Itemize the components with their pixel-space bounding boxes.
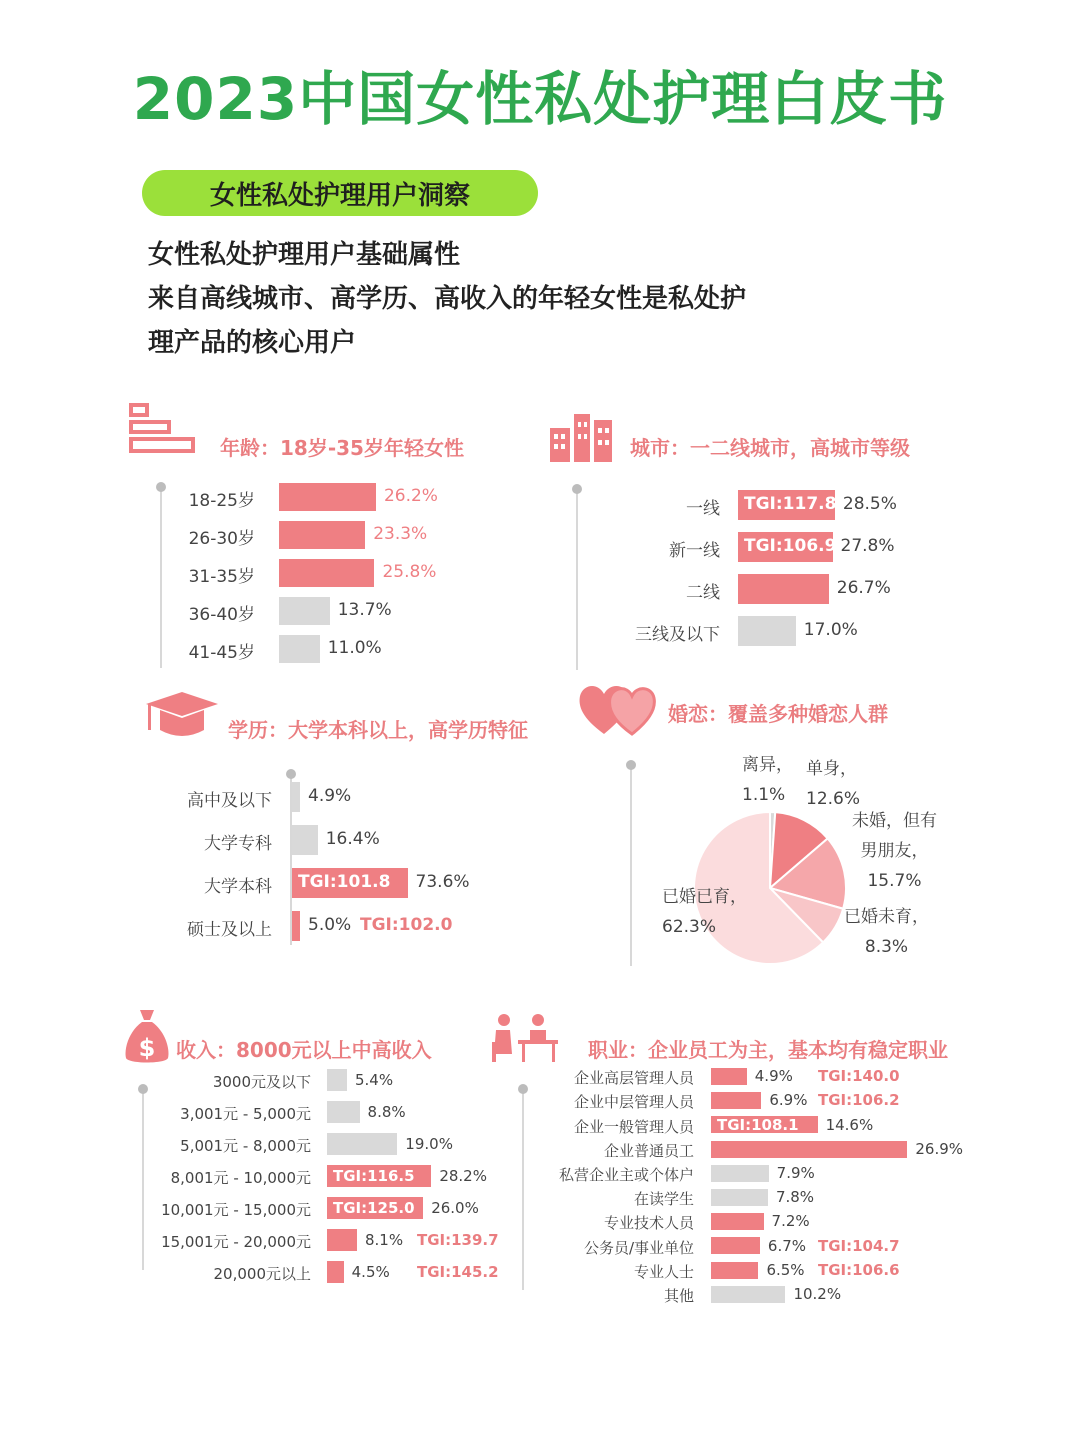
occupation-category-label: 专业技术人员 [603,1214,694,1233]
occupation-category-label: 在读学生 [633,1190,694,1209]
marriage-section-title: 婚恋：覆盖多种婚恋人群 [668,702,888,726]
income-tgi-label: TGI:116.5 [333,1166,415,1185]
pie-label-line: 离异， [742,755,793,775]
income-value-label: 26.0% [431,1198,479,1217]
income-bar [327,1069,347,1091]
city-section-title: 城市：一二线城市，高城市等级 [630,436,910,460]
city-value-label: 26.7% [836,578,891,599]
age-category-label: 36-40岁 [188,605,255,626]
marriage-axis-line [630,768,632,966]
age-category-label: 41-45岁 [188,643,255,664]
occupation-bar [711,1092,761,1109]
education-value-label: 16.4% [325,829,380,850]
buildings-icon [548,408,616,464]
income-section-title: 收入：8000元以上中高收入 [176,1038,432,1062]
age-category-label: 31-35岁 [188,567,255,588]
income-category-label: 8,001元 - 10,000元 [170,1168,311,1187]
occupation-bar [711,1141,907,1158]
city-value-label: 27.8% [840,536,895,557]
education-value-label: 73.6% [415,872,470,893]
income-category-label: 20,000元以上 [213,1264,311,1283]
pie-label-line: 12.6% [806,789,861,809]
income-value-label: 8.8% [367,1102,406,1121]
occupation-value-label: 7.8% [775,1188,815,1207]
income-bar [327,1101,360,1123]
income-tgi-label: TGI:139.7 [417,1230,499,1249]
occupation-bar [711,1237,760,1254]
occupation-value-label: 4.9% [754,1067,793,1086]
income-value-label: 5.4% [354,1070,394,1089]
income-bar [327,1261,344,1283]
age-category-label: 18-25岁 [188,491,255,512]
money-bag-icon [122,1006,172,1066]
occupation-bar [711,1189,768,1206]
intro-line-2: 来自高线城市、高学历、高收入的年轻女性是私处护 [148,284,747,314]
pie-label-1 [806,754,860,814]
occupation-value-label: 26.9% [915,1139,964,1158]
education-tgi-label: TGI:101.8 [298,872,391,893]
hearts-icon [576,680,660,738]
age-axis-dot [156,482,166,492]
education-value-label: 4.9% [308,786,352,807]
pie-label-line: 15.7% [867,871,922,891]
education-category-label: 高中及以下 [187,791,272,812]
income-value-label: 19.0% [405,1134,453,1153]
income-axis-dot [138,1084,148,1094]
occupation-category-label: 企业普通员工 [603,1141,694,1160]
income-tgi-label: TGI:145.2 [417,1262,499,1281]
city-value-label: 28.5% [842,494,897,515]
income-bar [327,1133,397,1155]
occupation-tgi-label: TGI:106.6 [818,1260,900,1279]
income-value-label: 28.2% [439,1166,487,1185]
age-value-label: 25.8% [382,562,437,583]
occupation-category-label: 企业中层管理人员 [573,1093,694,1112]
education-bar [292,825,318,855]
occupation-bar [711,1286,785,1303]
income-category-label: 3,001元 - 5,000元 [180,1104,311,1123]
income-axis-line [142,1090,144,1270]
pie-label-line: 1.1% [742,785,786,805]
occupation-axis-line [522,1090,524,1290]
city-category-label: 三线及以下 [635,625,720,646]
occupation-bar [711,1165,769,1182]
intro-line-3: 理产品的核心用户 [148,328,357,358]
intro-line-1: 女性私处护理用户基础属性 [148,240,461,270]
education-axis-dot [286,769,296,779]
occupation-value-label: 7.9% [776,1164,815,1182]
age-value-label: 11.0% [327,638,382,659]
pie-label-line: 已婚未育， [844,907,929,927]
city-bar [738,616,796,646]
occupation-category-label: 企业一般管理人员 [573,1117,694,1136]
pie-label-line: 男朋友， [860,841,929,861]
svg-text:$: $ [138,1034,156,1062]
section-pill: 女性私处护理用户洞察 [142,170,538,216]
education-bar [292,911,300,941]
occupation-category-label: 其他 [663,1287,694,1305]
education-value-label: 5.0% [308,915,352,936]
occupation-bar [711,1213,764,1230]
age-category-label: 26-30岁 [188,529,255,550]
education-category-label: 大学本科 [204,877,272,898]
occupation-bar [711,1262,758,1279]
age-axis-line [160,488,162,668]
age-section-title: 年龄：18岁-35岁年轻女性 [220,436,464,460]
occupation-value-label: 6.7% [767,1236,807,1255]
occupation-axis-dot [518,1084,528,1094]
occupation-tgi-label: TGI:108.1 [717,1115,799,1134]
income-category-label: 10,001元 - 15,000元 [161,1200,311,1219]
city-value-label: 17.0% [803,620,858,641]
income-tgi-label: TGI:125.0 [333,1198,415,1217]
occupation-category-label: 专业人士 [633,1262,694,1281]
education-section-title: 学历：大学本科以上，高学历特征 [228,718,528,742]
age-bar [279,483,376,511]
occupation-value-label: 10.2% [793,1285,842,1303]
education-category-label: 硕士及以上 [187,920,272,941]
income-category-label: 5,001元 - 8,000元 [180,1136,311,1155]
page-title: 2023中国女性私处护理白皮书 [132,65,948,133]
pie-label-line: 未婚，但有 [852,811,937,831]
income-category-label: 3000元及以下 [212,1072,311,1091]
education-tgi-label: TGI:102.0 [360,915,453,936]
education-bar [292,782,300,812]
occupation-bar [711,1068,747,1085]
pie-label-line: 62.3% [662,917,717,937]
age-bar [279,597,330,625]
pie-label-line: 8.3% [864,937,909,957]
pie-label-3 [844,902,929,962]
occupation-value-label: 14.6% [825,1115,874,1134]
pie-label-line: 单身， [806,759,857,779]
income-value-label: 4.5% [351,1262,390,1281]
occupation-tgi-label: TGI:140.0 [818,1067,900,1086]
bar-chart-icon [128,402,198,458]
office-workers-icon [490,1012,560,1064]
city-bar [738,574,829,604]
city-axis-dot [572,484,582,494]
pie-label-0 [742,750,793,810]
age-bar [279,559,374,587]
marriage-axis-dot [626,760,636,770]
occupation-value-label: 6.9% [769,1091,808,1110]
occupation-tgi-label: TGI:104.7 [818,1236,900,1255]
education-category-label: 大学专科 [204,834,272,855]
occupation-value-label: 7.2% [771,1212,810,1231]
occupation-category-label: 企业高层管理人员 [573,1069,694,1088]
city-category-label: 新一线 [669,541,720,562]
age-value-label: 23.3% [373,524,428,545]
city-category-label: 一线 [686,499,720,520]
age-value-label: 26.2% [383,486,438,507]
pie-label-2 [852,806,937,896]
city-axis-line [576,490,578,670]
occupation-tgi-label: TGI:106.2 [818,1091,900,1110]
graduation-cap-icon [142,690,220,744]
pie-label-line: 已婚已育， [662,887,747,907]
city-category-label: 二线 [686,583,720,604]
age-value-label: 13.7% [337,600,392,621]
income-bar [327,1229,357,1251]
occupation-value-label: 6.5% [766,1260,805,1279]
income-value-label: 8.1% [364,1230,404,1249]
city-tgi-label: TGI:117.8 [744,494,837,515]
age-bar [279,521,365,549]
city-tgi-label: TGI:106.9 [744,536,837,557]
pie-label-4 [662,882,747,942]
occupation-category-label: 私营企业主或个体户 [558,1166,694,1184]
age-bar [279,635,320,663]
occupation-category-label: 公务员/事业单位 [583,1238,694,1257]
occupation-section-title: 职业：企业员工为主，基本均有稳定职业 [588,1038,948,1062]
income-category-label: 15,001元 - 20,000元 [161,1232,311,1251]
